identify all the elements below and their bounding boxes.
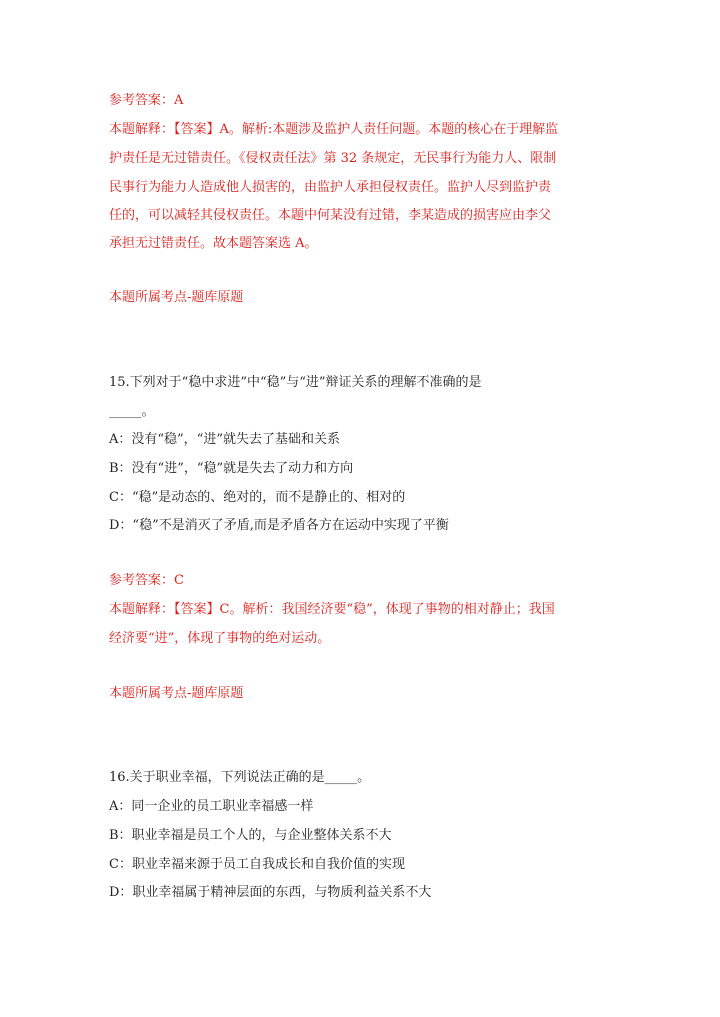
option-d: D：职业幸福属于精神层面的东西，与物质利益关系不大	[109, 885, 432, 900]
option-a: A：没有“稳”，“进”就失去了基础和关系	[109, 432, 340, 447]
option-b: B：没有“进”，“稳”就是失去了动力和方向	[109, 461, 354, 476]
explanation-line: 民事行为能力人造成他人损害的，由监护人承担侵权责任。监护人尽到监护责	[109, 180, 552, 195]
option-b: B：职业幸福是员工个人的，与企业整体关系不大	[109, 828, 392, 843]
answer-label: 参考答案：C	[109, 573, 184, 588]
option-c: C：职业幸福来源于员工自我成长和自我价值的实现	[109, 857, 405, 872]
option-a: A：同一企业的员工职业幸福感一样	[109, 799, 314, 814]
explanation-line: 本题解释：【答案】C。解析：我国经济要“稳”，体现了事物的相对静止；我国	[109, 602, 555, 617]
source-note: 本题所属考点-题库原题	[109, 686, 244, 701]
explanation-line: 任的，可以减轻其侵权责任。本题中何某没有过错，李某造成的损害应由李父	[109, 208, 552, 223]
option-d: D：“稳”不是消灭了矛盾,而是矛盾各方在运动中实现了平衡	[109, 518, 449, 533]
explanation-line: 本题解释：【答案】A。解析:本题涉及监护人责任问题。本题的核心在于理解监	[109, 122, 559, 137]
question-stem: 16.关于职业幸福，下列说法正确的是_____。	[109, 770, 371, 785]
explanation-line: 护责任是无过错责任。《侵权责任法》第 32 条规定，无民事行为能力人、限制	[109, 151, 557, 166]
question-stem: 15.下列对于“稳中求进”中“稳”与“进”辩证关系的理解不准确的是	[109, 375, 482, 390]
question-stem: _____。	[109, 404, 155, 419]
source-note: 本题所属考点-题库原题	[109, 290, 244, 305]
explanation-line: 承担无过错责任。故本题答案选 A。	[109, 236, 318, 251]
option-c: C：“稳”是动态的、绝对的，而不是静止的、相对的	[109, 490, 406, 505]
explanation-line: 经济要“进”，体现了事物的绝对运动。	[109, 631, 331, 646]
answer-label: 参考答案：A	[109, 93, 184, 108]
